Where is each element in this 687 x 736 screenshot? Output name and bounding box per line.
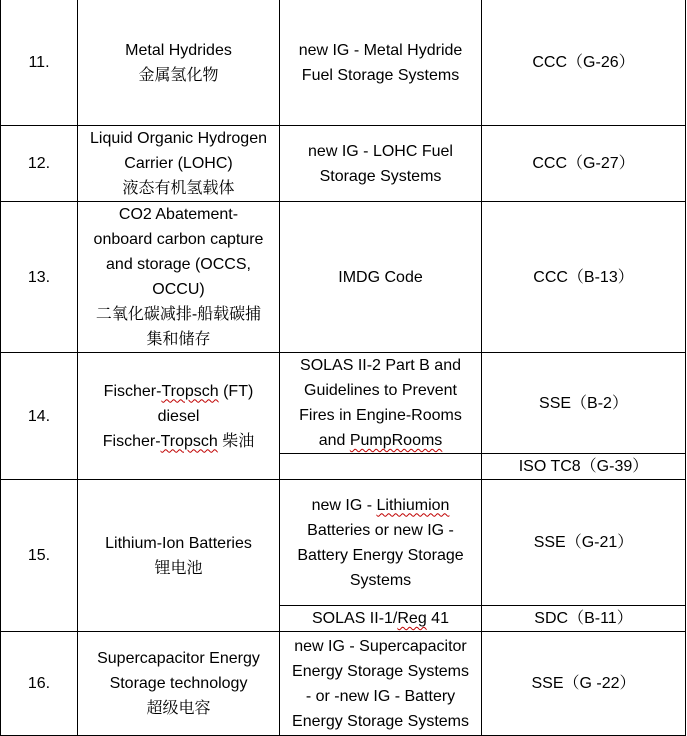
spellcheck-word: Reg <box>397 610 427 627</box>
instrument-cell: new IG - LOHC Fuel Storage Systems <box>280 126 482 202</box>
technology-cell: CO2 Abatement- onboard carbon capture and storage (OCCS, OCCU) 二氧化碳减排-船载碳捕 集和储存 <box>78 202 280 353</box>
instrument-cell: new IG - Supercapacitor Energy Storage Systems - or -new IG - Battery Energy Storage Systems <box>280 632 482 736</box>
spellcheck-word: Tropsch <box>161 382 219 400</box>
responsible-body-cell: SSE（G -22） <box>482 632 686 736</box>
spellcheck-word: Lithiumion <box>376 496 450 514</box>
spellcheck-word: Tropsch <box>160 432 218 450</box>
responsible-body-cell: ISO TC8（G-39） <box>482 454 686 480</box>
table-row <box>1 480 686 606</box>
table-row <box>1 353 686 454</box>
spellcheck-word: PumpRooms <box>349 432 443 449</box>
row-number: 14. <box>1 353 78 480</box>
responsible-body-cell: SSE（B-2） <box>482 353 686 454</box>
technology-cell: Supercapacitor Energy Storage technology 超级电容 <box>78 632 280 736</box>
row-number: 12. <box>1 126 78 202</box>
responsible-body-cell: SDC（B-11） <box>482 606 686 632</box>
instrument-cell: SOLAS II-2 Part B and Guidelines to Prevent Fires in Engine-Rooms and PumpRooms <box>280 353 482 454</box>
instrument-cell: new IG - Metal Hydride Fuel Storage Systems <box>280 0 482 126</box>
technology-cell: Lithium-Ion Batteries 锂电池 <box>78 480 280 632</box>
table-row <box>1 0 686 126</box>
instrument-cell: new IG - Lithiumion Batteries or new IG - Battery Energy Storage Systems <box>280 480 482 606</box>
responsible-body-cell: CCC（G-27） <box>482 126 686 202</box>
responsible-body-cell: CCC（G-26） <box>482 0 686 126</box>
row-number: 11. <box>1 0 78 126</box>
instrument-cell-empty <box>280 454 482 480</box>
responsible-body-cell: CCC（B-13） <box>482 202 686 353</box>
table-row <box>1 126 686 202</box>
table-row <box>1 632 686 736</box>
technology-cell: Metal Hydrides 金属氢化物 <box>78 0 280 126</box>
technology-cell: Liquid Organic Hydrogen Carrier (LOHC) 液态有机氢载体 <box>78 126 280 202</box>
instrument-cell: SOLAS II-1/Reg 41 <box>280 606 482 632</box>
row-number: 13. <box>1 202 78 353</box>
technology-cell: Fischer-Tropsch (FT) diesel Fischer-Tropsch 柴油 <box>78 353 280 480</box>
row-number: 16. <box>1 632 78 736</box>
responsible-body-cell: SSE（G-21） <box>482 480 686 606</box>
row-number: 15. <box>1 480 78 632</box>
instrument-cell: IMDG Code <box>280 202 482 353</box>
table-row <box>1 202 686 353</box>
